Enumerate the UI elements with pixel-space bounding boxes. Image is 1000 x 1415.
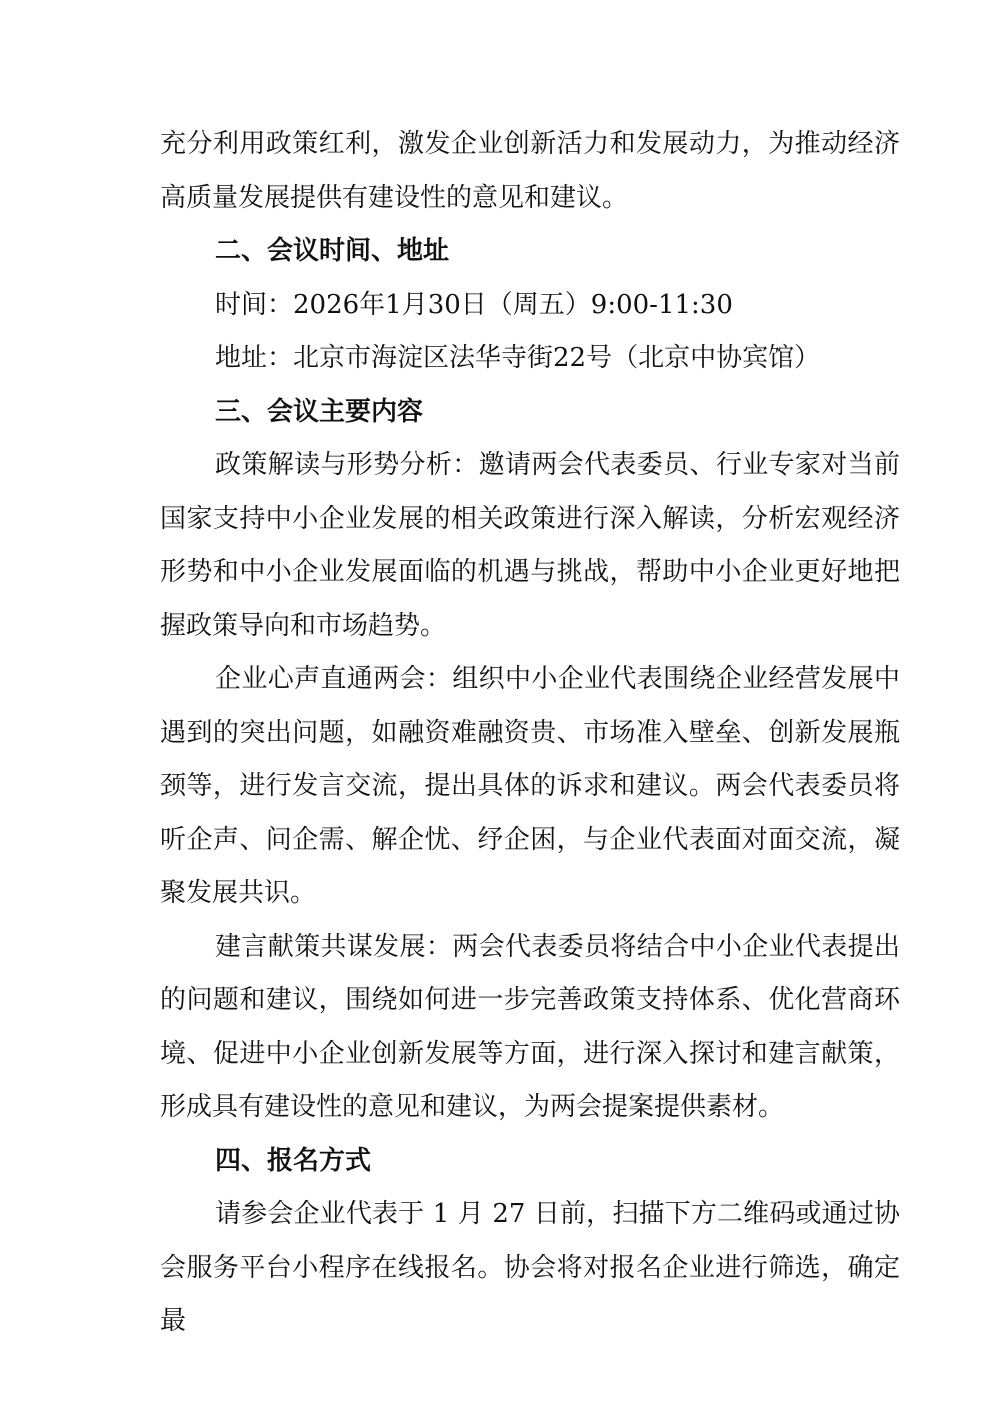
content-paragraph-voices: 企业心声直通两会：组织中小企业代表围绕企业经营发展中遇到的突出问题，如融资难融资贵、市场准入壁垒、创新发展瓶颈等，进行发言交流，提出具体的诉求和建议。两会代表委员将听企声、问企需、解企忧、纾企困，与企业代表面对面交流，凝聚发展共识。 (160, 664, 900, 908)
section-heading-registration: 四、报名方式 (215, 1145, 372, 1176)
intro-paragraph: 充分利用政策红利，激发企业创新活力和发展动力，为推动经济高质量发展提供有建设性的意见和建议。 (160, 129, 900, 213)
section-heading-content: 三、会议主要内容 (215, 396, 424, 427)
meeting-time: 时间：2026年1月30日（周五）9:00-11:30 (215, 289, 733, 320)
content-paragraph-policy: 政策解读与形势分析：邀请两会代表委员、行业专家对当前国家支持中小企业发展的相关政策进行深入解读，分析宏观经济形势和中小企业发展面临的机遇与挑战，帮助中小企业更好地把握政策导向和市场趋势。 (160, 450, 900, 641)
content-paragraph-suggestions: 建言献策共谋发展：两会代表委员将结合中小企业代表提出的问题和建议，围绕如何进一步完善政策支持体系、优化营商环境、促进中小企业创新发展等方面，进行深入探讨和建言献策，形成具有建设性的意见和建议，为两会提案提供素材。 (160, 931, 900, 1122)
meeting-address: 地址：北京市海淀区法华寺街22号（北京中协宾馆） (215, 343, 821, 373)
document-page (160, 118, 900, 1349)
section-heading-time-address: 二、会议时间、地址 (215, 236, 450, 266)
registration-paragraph: 请参会企业代表于 1 月 27 日前，扫描下方二维码或通过协会服务平台小程序在线报名。协会将对报名企业进行筛选，确定最 (160, 1199, 900, 1336)
